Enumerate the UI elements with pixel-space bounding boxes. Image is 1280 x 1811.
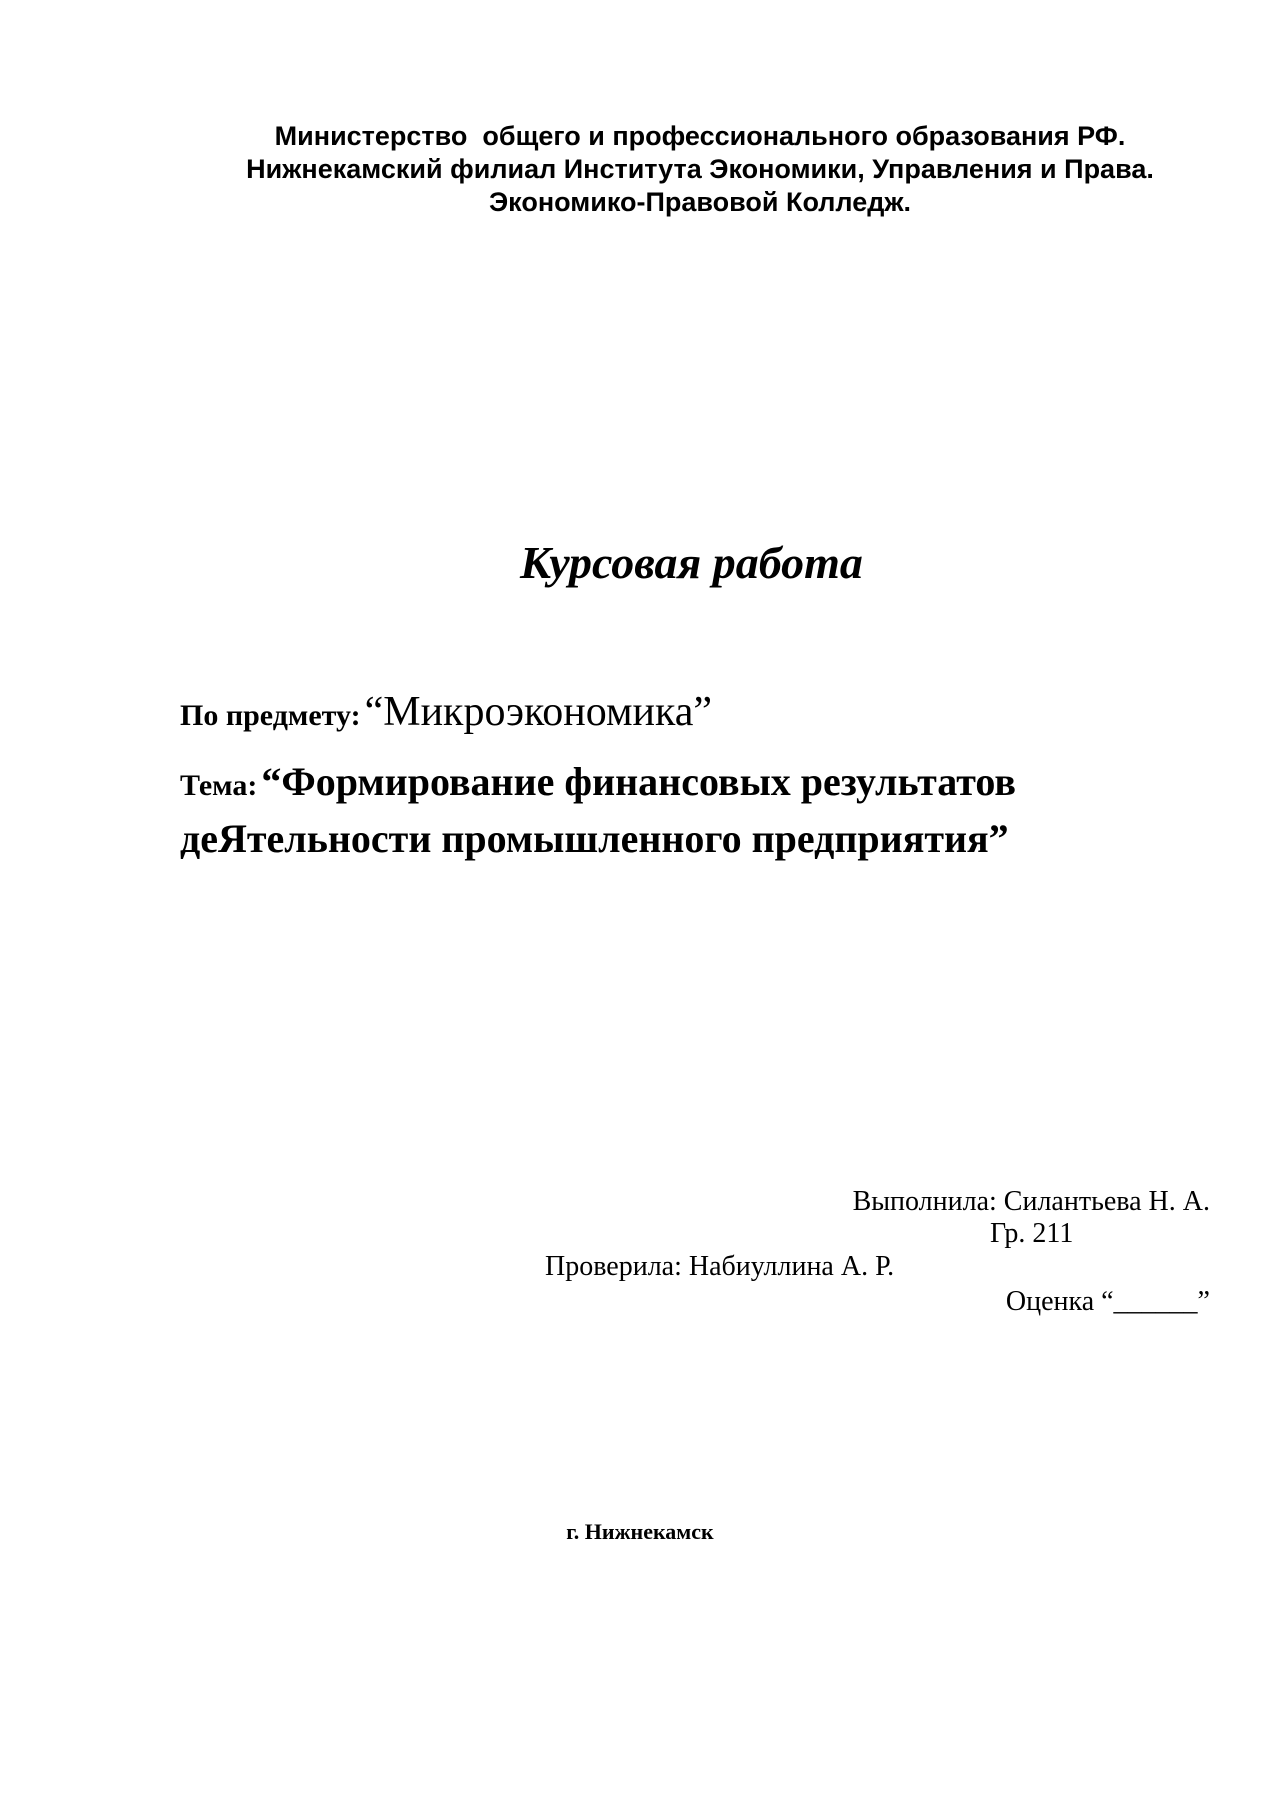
group-number: Гр. 211 <box>990 1218 1074 1249</box>
header-college: Экономико-Правовой Колледж. <box>488 187 912 217</box>
checked-by: Проверила: Набиуллина А. Р. <box>545 1251 895 1282</box>
topic-value: “Формирование финансовых результатов деЯтельности промышленного предприятия” <box>180 759 1016 861</box>
completed-by: Выполнила: Силантьева Н. А. <box>852 1186 1210 1217</box>
subject-value: “Микроэкономика” <box>364 689 713 735</box>
grade-field: Оценка “______” <box>1005 1286 1210 1317</box>
header-branch: Нижнекамский филиал Института Экономики, Управления и Права. <box>246 154 1154 184</box>
document-title: Курсовая работа <box>520 537 863 588</box>
topic-label: Тема: <box>180 769 258 802</box>
topic-line <box>180 758 1180 872</box>
subject-label: По предмету: <box>180 699 361 732</box>
subject-line <box>180 688 712 736</box>
city-name: г. Нижнекамск <box>566 1519 714 1544</box>
institution-header <box>150 120 1250 219</box>
header-ministry: Министерство общего и профессионального образования РФ. <box>274 121 1126 151</box>
